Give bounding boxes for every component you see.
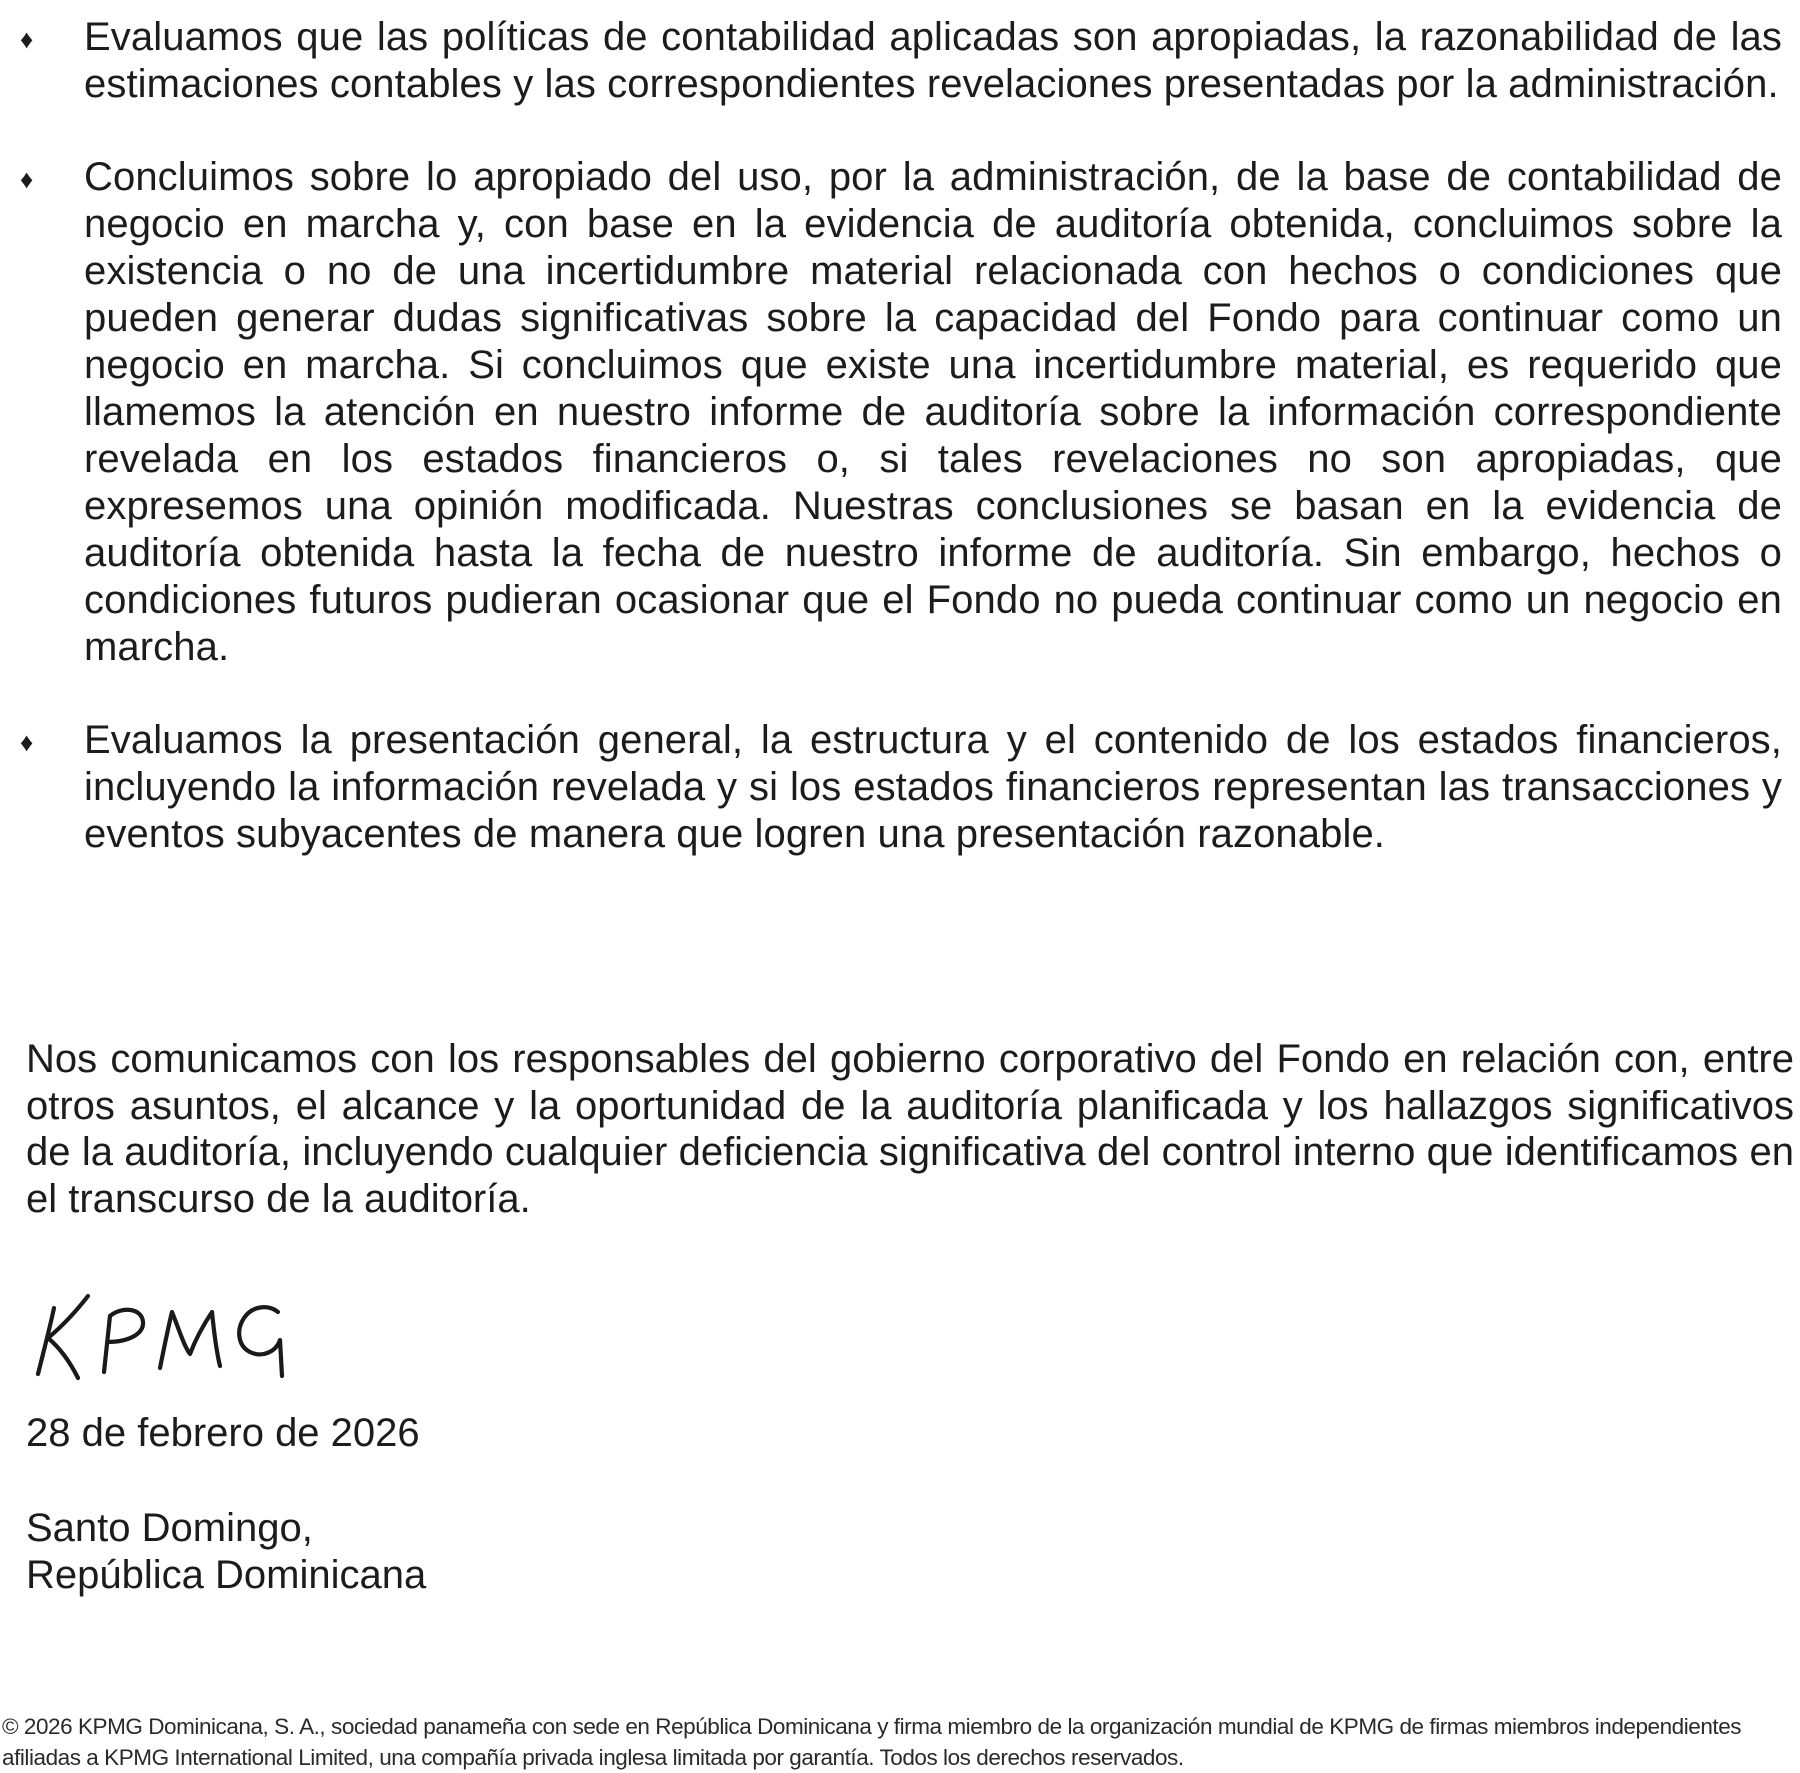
location-city: Santo Domingo, — [26, 1506, 313, 1550]
list-item — [0, 14, 1800, 108]
audit-procedures-list — [0, 14, 1800, 904]
governance-communication-paragraph: Nos comunicamos con los responsables del gobierno corporativo del Fondo en relación con, entre otros asuntos, el alcance y la oportunidad de la auditoría planificada y los hallazgos significativos de la auditoría, incluyendo cualquier deficiencia significativa del control interno que identificamos en el transcurso de la auditoría. — [26, 1037, 1794, 1221]
diamond-bullet-icon: ♦ — [20, 164, 34, 194]
list-item — [0, 154, 1800, 671]
copyright-footer: © 2026 KPMG Dominicana, S. A., sociedad panameña con sede en República Dominicana y firma miembro de la organización mundial de KPMG de firmas miembros independientes afiliadas a KPMG International Limited, una compañía privada inglesa limitada por garantía. Todos los derechos reservados. — [2, 1714, 1742, 1770]
list-item — [0, 717, 1800, 858]
list-item-text: Evaluamos la presentación general, la estructura y el contenido de los estados financieros, incluyendo la información revelada y si los estados financieros representan las transacciones y eventos subyacentes de manera que logren una presentación razonable. — [84, 718, 1782, 856]
list-item-text: Concluimos sobre lo apropiado del uso, por la administración, de la base de contabilidad de negocio en marcha y, con base en la evidencia de auditoría obtenida, concluimos sobre la existencia o no de una incertidumbre material relacionada con hechos o condiciones que pueden generar dudas significativas sobre la capacidad del Fondo para continuar como un negocio en marcha. Si concluimos que existe una incertidumbre material, es requerido que llamemos la atención en nuestro informe de auditoría sobre la información correspondiente revelada en los estados financieros o, si tales revelaciones no son apropiadas, que expresemos una opinión modificada. Nuestras conclusiones se basan en la evidencia de auditoría obtenida hasta la fecha de nuestro informe de auditoría. Sin embargo, hechos o condiciones futuros pudieran ocasionar que el Fondo no pueda continuar como un negocio en marcha. — [84, 155, 1782, 669]
diamond-bullet-icon: ♦ — [20, 24, 34, 54]
kpmg-signature — [30, 1282, 300, 1387]
report-location — [26, 1505, 426, 1599]
diamond-bullet-icon: ♦ — [20, 727, 34, 757]
list-item-text: Evaluamos que las políticas de contabilidad aplicadas son apropiadas, la razonabilidad de las estimaciones contables y las correspondientes revelaciones presentadas por la administración. — [84, 15, 1782, 106]
report-date: 28 de febrero de 2026 — [26, 1411, 420, 1455]
location-country: República Dominicana — [26, 1553, 427, 1597]
